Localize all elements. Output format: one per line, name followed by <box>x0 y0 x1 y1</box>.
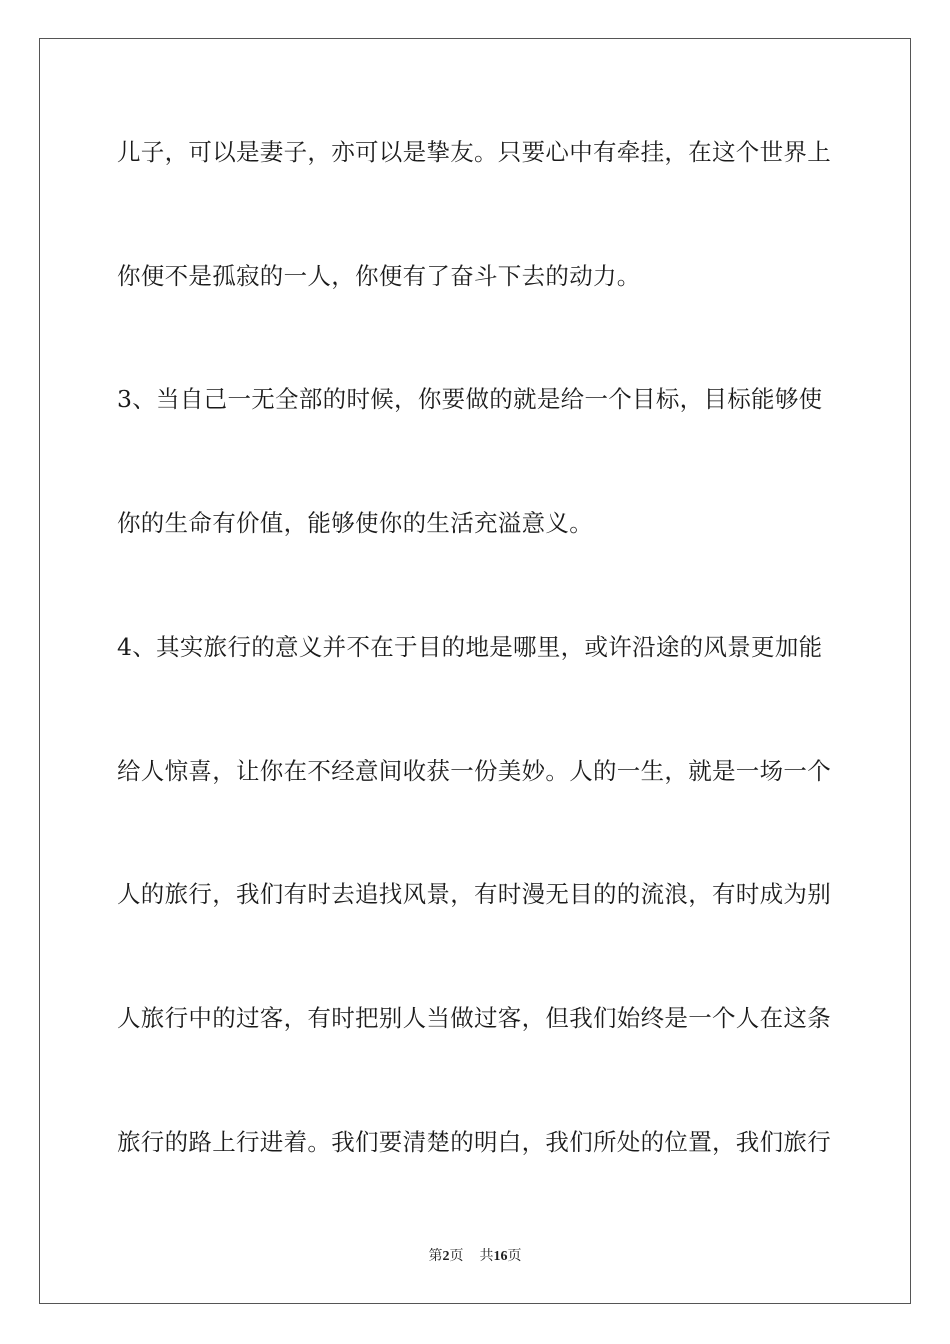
total-suffix: 页 <box>507 1248 522 1264</box>
page-prefix: 第 <box>428 1248 443 1264</box>
page-border <box>39 38 911 1304</box>
body-line: 你便不是孤寂的一人，你便有了奋斗下去的动力。 <box>117 262 641 290</box>
total-pages-number: 16 <box>493 1249 508 1264</box>
body-line: 给人惊喜，让你在不经意间收获一份美妙。人的一生，就是一场一个 <box>117 757 831 785</box>
total-prefix: 共 <box>479 1248 494 1264</box>
page-suffix: 页 <box>449 1248 464 1264</box>
body-line: 4、其实旅行的意义并不在于目的地是哪里，或许沿途的风景更加能 <box>117 633 823 661</box>
body-line: 你的生命有价值，能够使你的生活充溢意义。 <box>117 509 593 537</box>
body-line: 3、当自己一无全部的时候，你要做的就是给一个目标，目标能够使 <box>117 385 823 413</box>
body-line: 旅行的路上行进着。我们要清楚的明白，我们所处的位置，我们旅行 <box>117 1128 831 1156</box>
body-line: 人旅行中的过客，有时把别人当做过客，但我们始终是一个人在这条 <box>117 1004 831 1032</box>
body-line: 人的旅行，我们有时去追找风景，有时漫无目的的流浪，有时成为别 <box>117 880 831 908</box>
current-page-number: 2 <box>442 1249 450 1264</box>
body-line: 儿子，可以是妻子，亦可以是挚友。只要心中有牵挂，在这个世界上 <box>117 138 831 166</box>
page-footer <box>0 1247 950 1266</box>
